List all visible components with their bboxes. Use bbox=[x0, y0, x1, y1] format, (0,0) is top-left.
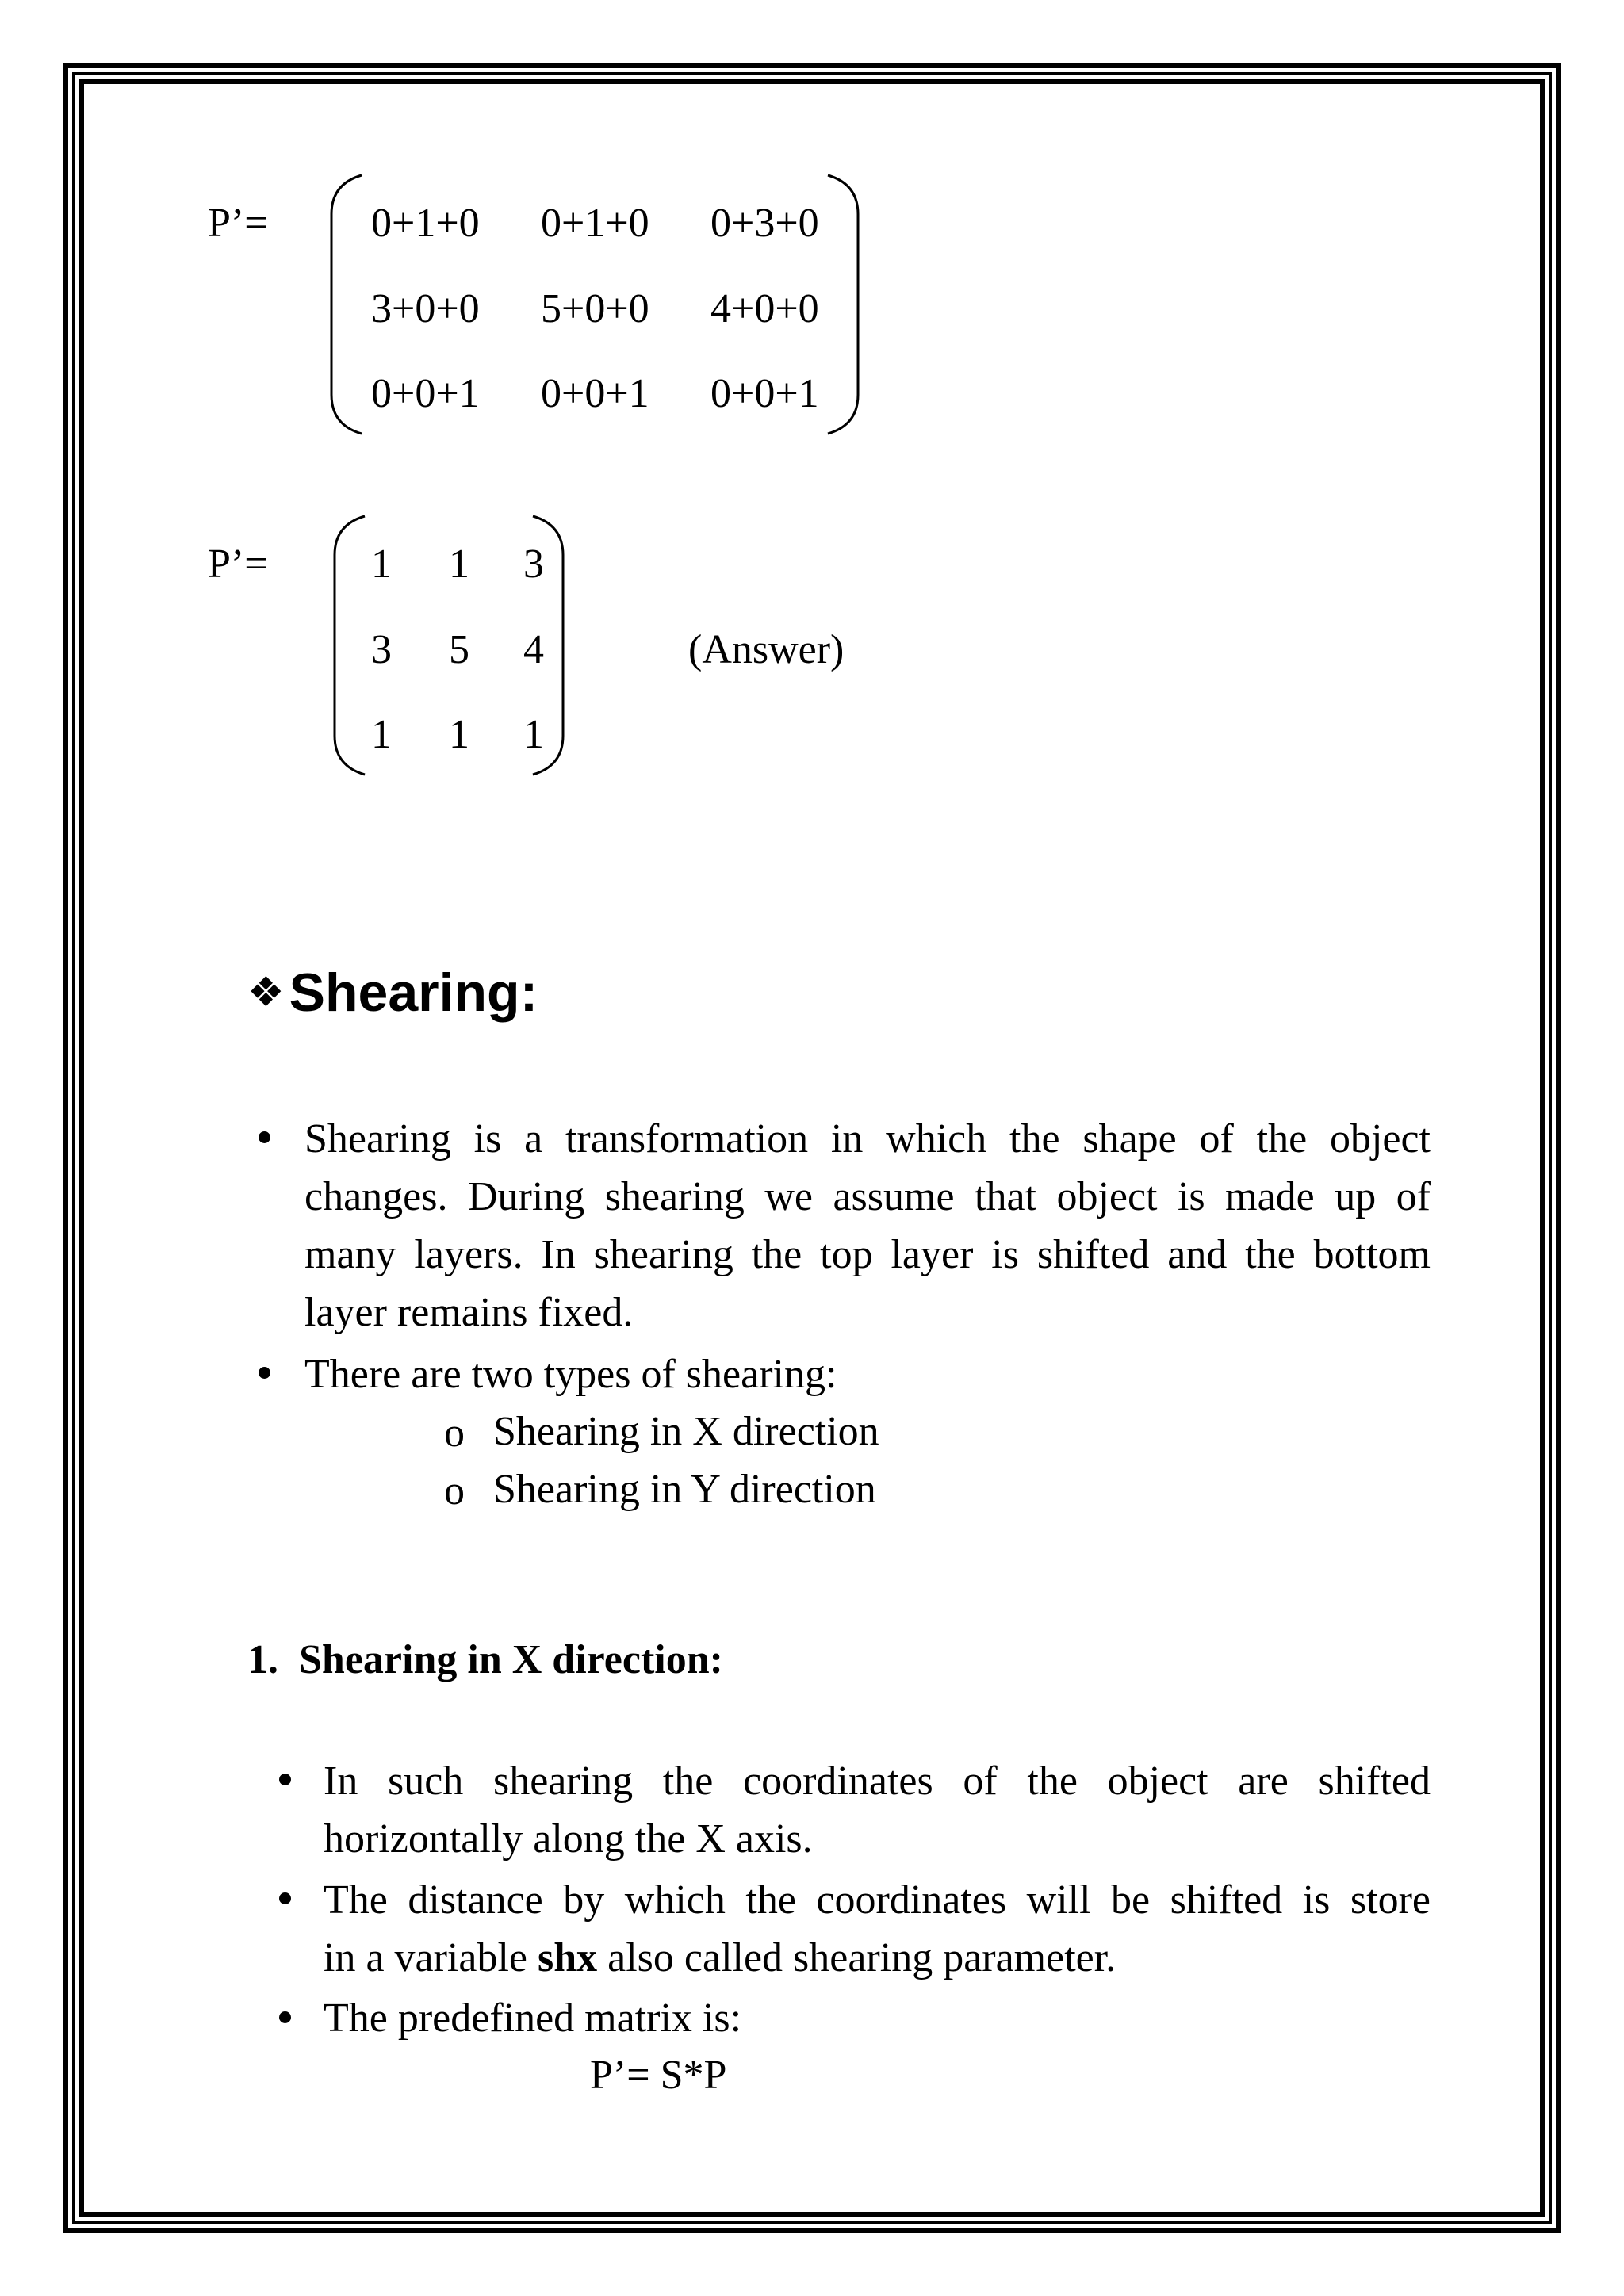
paragraph-line: The distance by which the coordinates will be shifted is store bbox=[324, 1877, 1431, 1923]
matrix1-cell: 4+0+0 bbox=[710, 286, 819, 331]
shearing-formula: P’= S*P bbox=[590, 2053, 727, 2098]
diamond-bullet-icon: ❖ bbox=[247, 969, 285, 1016]
matrix2-cell: 1 bbox=[449, 541, 469, 587]
matrix1-cell: 0+0+1 bbox=[710, 371, 819, 416]
matrix1-cell: 0+0+1 bbox=[371, 371, 480, 416]
matrix2-label: P’= bbox=[208, 541, 268, 587]
matrix1-label: P’= bbox=[208, 201, 268, 246]
bullet-dot-icon bbox=[279, 2011, 291, 2023]
paragraph-line bbox=[324, 1929, 1431, 1987]
paragraph-line: changes. During shearing we assume that object is made up of bbox=[304, 1174, 1431, 1219]
matrix1-cell: 5+0+0 bbox=[541, 286, 649, 331]
text-run: in a variable bbox=[324, 1935, 538, 1980]
section-heading bbox=[247, 962, 538, 1023]
shx-variable: shx bbox=[537, 1935, 598, 1980]
paragraph-line: many layers. In shearing the top layer is shifted and the bottom bbox=[304, 1232, 1431, 1277]
matrix2-cell: 1 bbox=[371, 541, 392, 587]
answer-note: (Answer) bbox=[688, 627, 845, 672]
circle-bullet-icon: o bbox=[444, 1468, 465, 1513]
paragraph-line: In such shearing the coordinates of the object are shifted bbox=[324, 1758, 1431, 1804]
shearing-types-intro: There are two types of shearing: bbox=[304, 1352, 837, 1397]
matrix1-cell: 0+1+0 bbox=[541, 201, 649, 246]
matrix2-cell: 3 bbox=[523, 541, 544, 587]
matrix1-left-bracket bbox=[327, 173, 365, 436]
x-shearing-description bbox=[324, 1752, 1431, 1868]
paragraph-line: Shearing is a transformation in which the shape of the object bbox=[304, 1116, 1431, 1161]
matrix1-right-bracket bbox=[825, 173, 863, 436]
bullet-dot-icon bbox=[259, 1131, 270, 1143]
matrix2-cell: 5 bbox=[449, 627, 469, 672]
section-title: Shearing: bbox=[289, 962, 538, 1023]
shearing-definition-paragraph bbox=[304, 1110, 1431, 1341]
paragraph-line: horizontally along the X axis. bbox=[324, 1816, 813, 1862]
matrix2-cell: 4 bbox=[523, 627, 544, 672]
shx-parameter-description bbox=[324, 1871, 1431, 1987]
matrix2-cell: 1 bbox=[449, 712, 469, 757]
shearing-type-item: Shearing in Y direction bbox=[493, 1467, 876, 1512]
shearing-type-item: Shearing in X direction bbox=[493, 1409, 879, 1454]
subsection-heading: 1. Shearing in X direction: bbox=[247, 1637, 723, 1682]
matrix2-cell: 3 bbox=[371, 627, 392, 672]
circle-bullet-icon: o bbox=[444, 1410, 465, 1456]
paragraph-line: layer remains fixed. bbox=[304, 1290, 634, 1335]
bullet-dot-icon bbox=[279, 1774, 291, 1785]
matrix2-left-bracket bbox=[330, 514, 368, 777]
matrix1-cell: 0+1+0 bbox=[371, 201, 480, 246]
matrix2-cell: 1 bbox=[523, 712, 544, 757]
matrix2-cell: 1 bbox=[371, 712, 392, 757]
text-run: also called shearing parameter. bbox=[597, 1935, 1116, 1980]
matrix1-cell: 0+0+1 bbox=[541, 371, 649, 416]
bullet-dot-icon bbox=[279, 1892, 291, 1904]
bullet-dot-icon bbox=[259, 1367, 270, 1379]
matrix1-cell: 3+0+0 bbox=[371, 286, 480, 331]
matrix1-cell: 0+3+0 bbox=[710, 201, 819, 246]
predefined-matrix-intro: The predefined matrix is: bbox=[324, 1996, 742, 2041]
